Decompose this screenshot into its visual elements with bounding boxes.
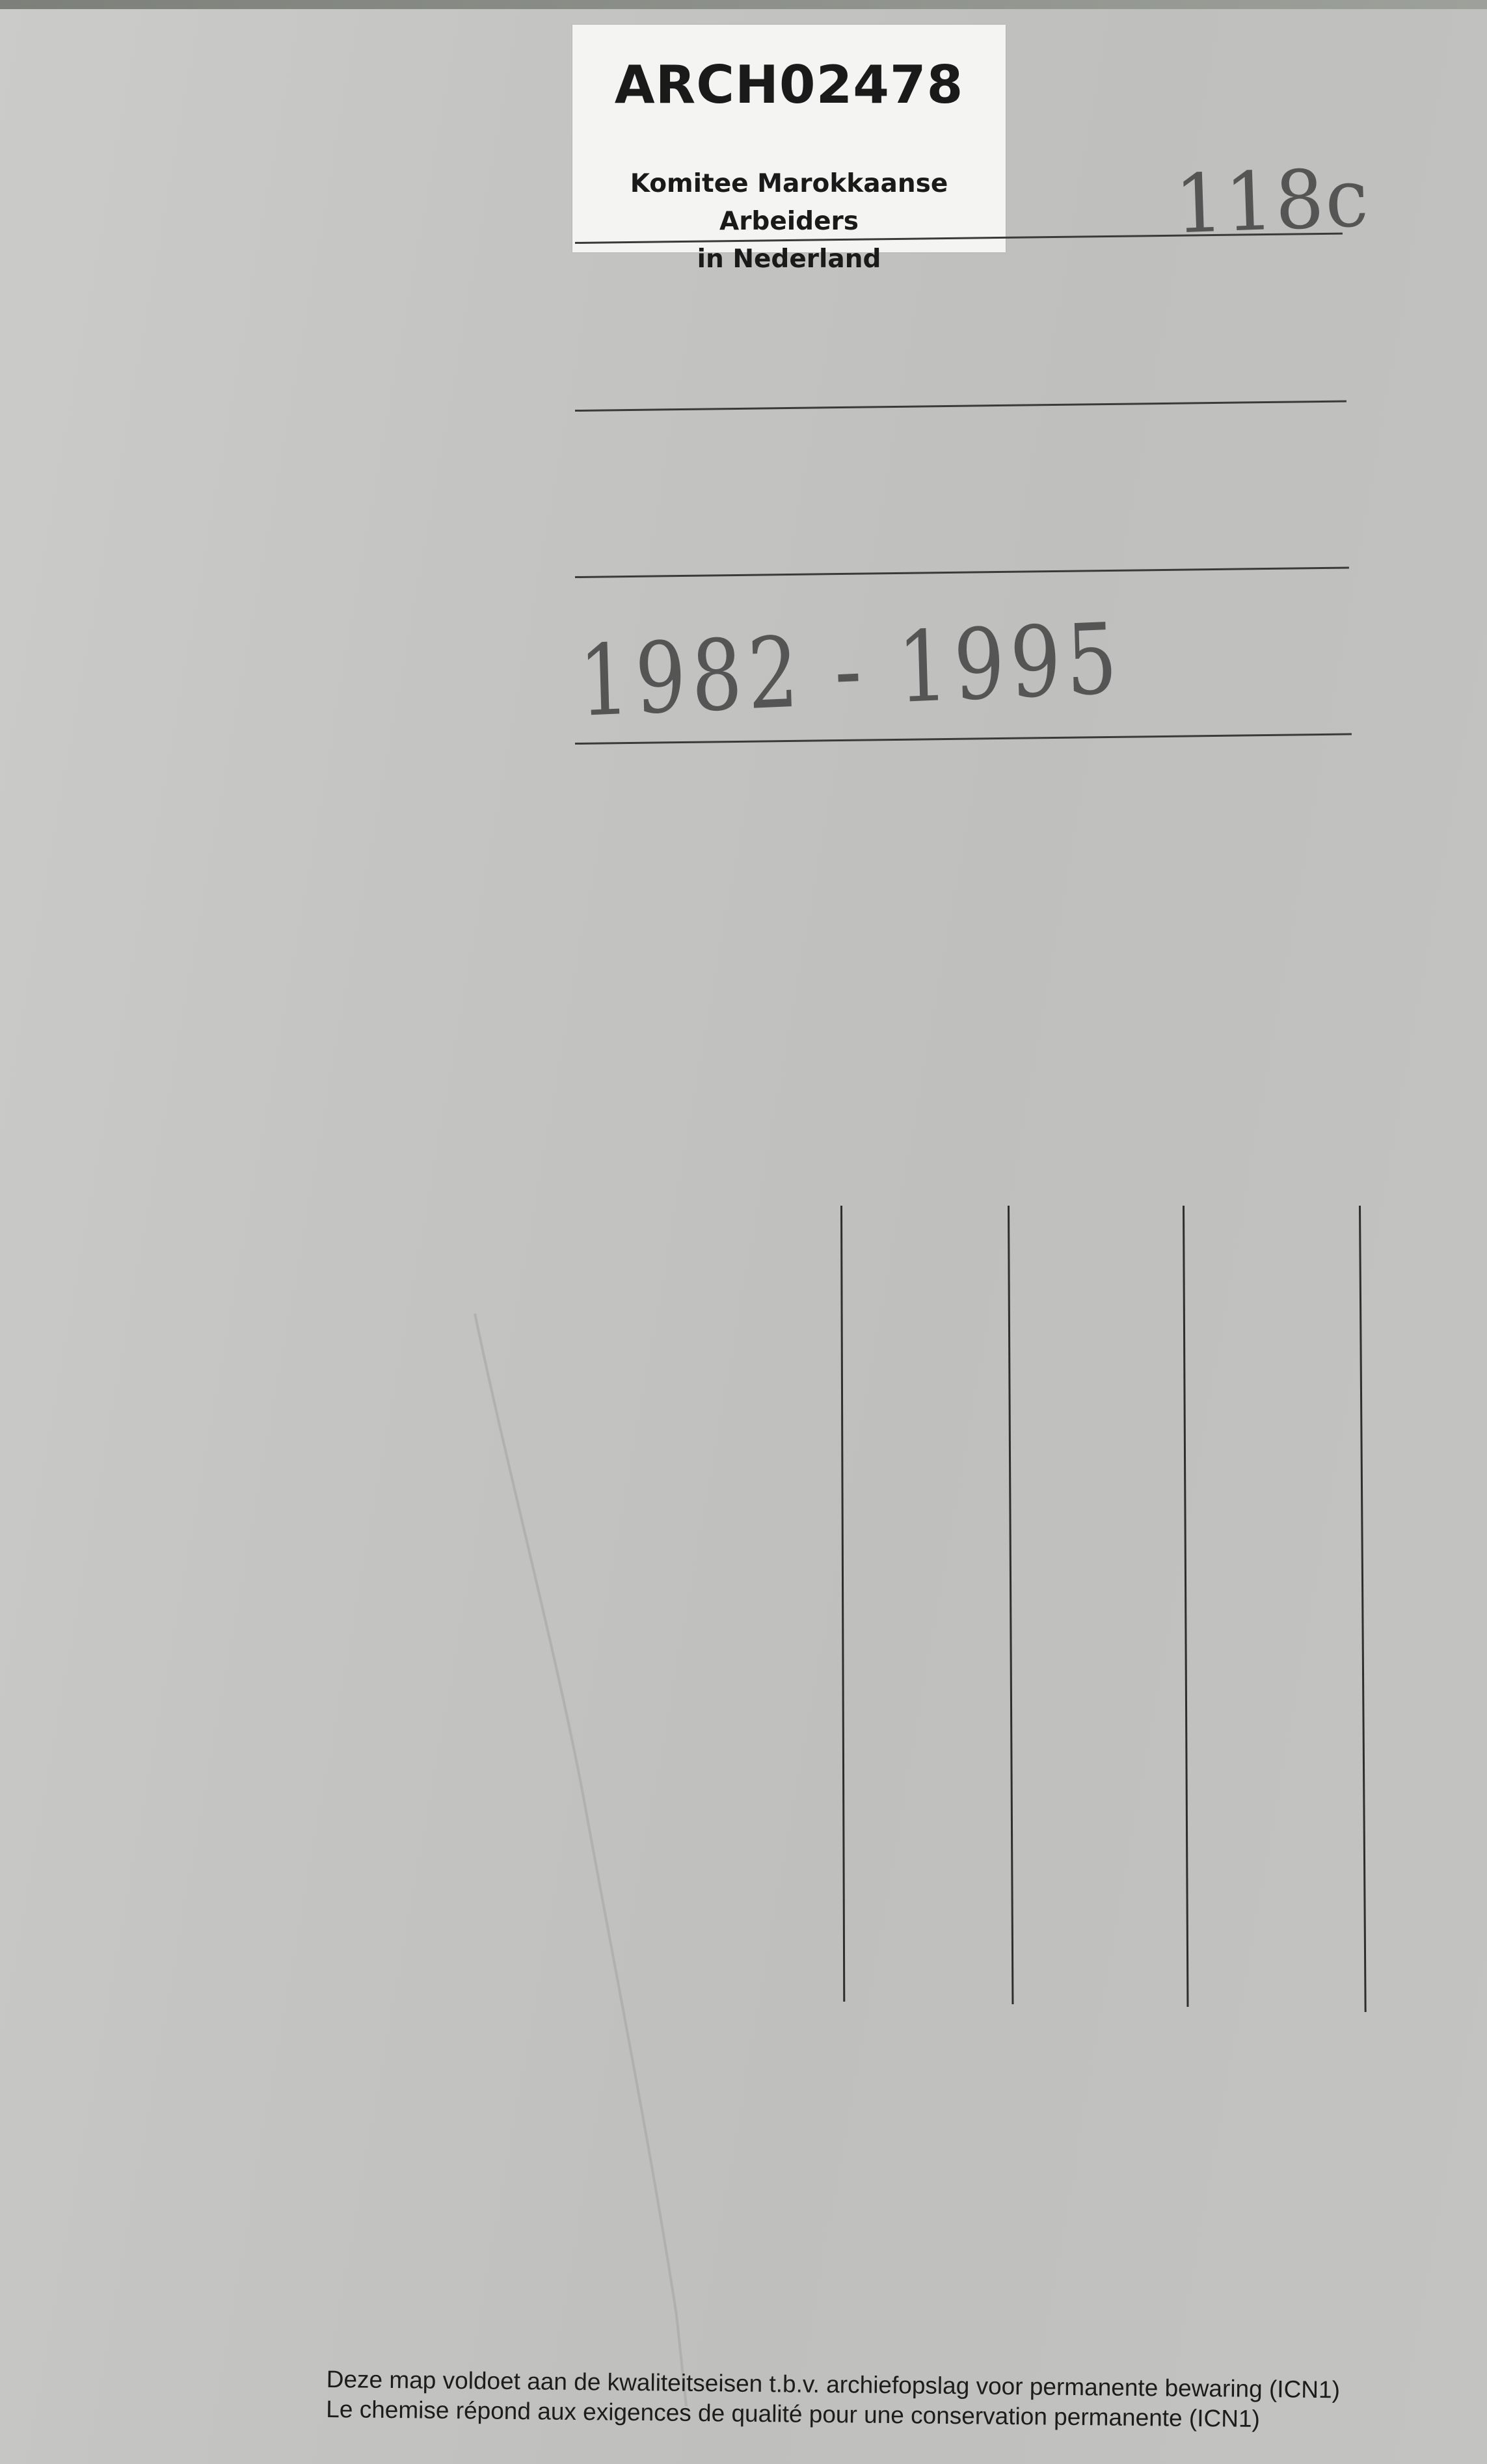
handwritten-file-number: 118c: [1173, 150, 1371, 252]
archive-code: ARCH02478: [614, 55, 964, 115]
archive-label: [572, 25, 1006, 274]
archive-name-line-1: Komitee Marokkaanse Arbeiders: [630, 169, 948, 236]
handwritten-date-range: 1982 - 1995: [577, 602, 1124, 739]
archive-name: [572, 165, 1006, 278]
archive-name-line-2: in Nederland: [697, 245, 881, 274]
quality-notice-french: Le chemise répond aux exigences de qualité pour une conservation permanente (ICN1): [326, 2395, 1261, 2433]
quality-notice-dutch: Deze map voldoet aan de kwaliteitseisen t.b.v. archiefopslag voor permanente bewaring (ICN1): [326, 2366, 1341, 2404]
quality-notice: [326, 2365, 1471, 2436]
